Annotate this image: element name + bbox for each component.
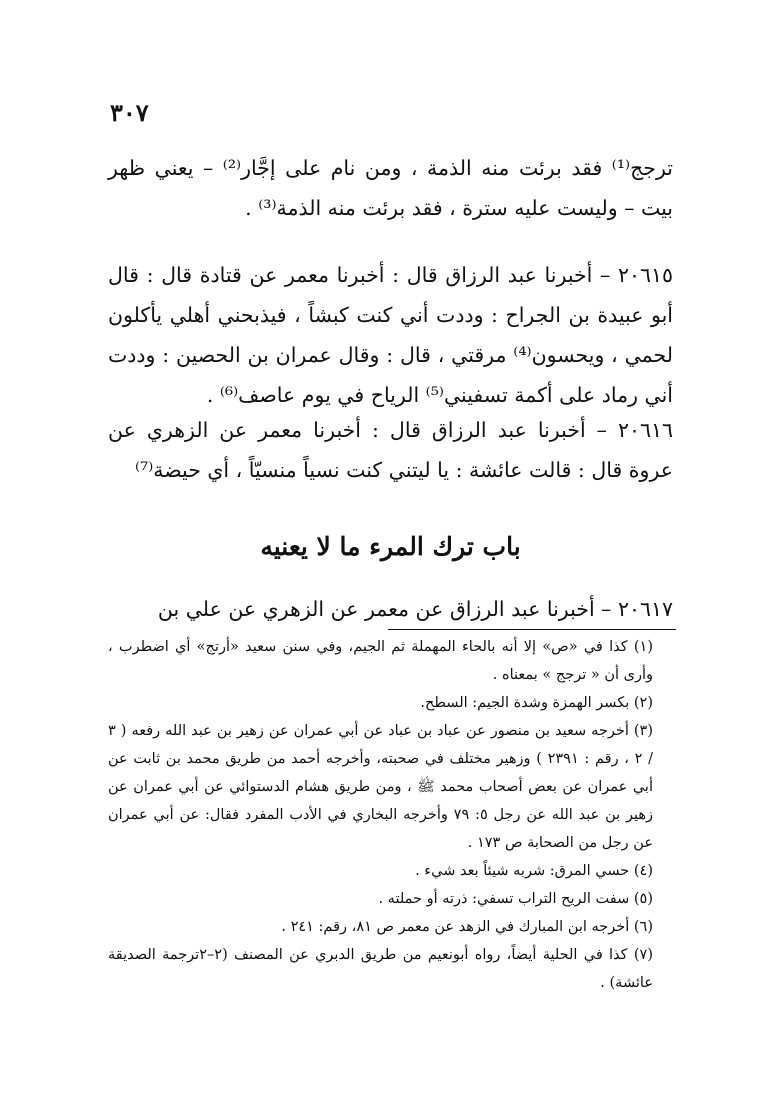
footnote-6: (٦) أخرجه ابن المبارك في الزهد عن معمر ص ٨١، رقم: ٢٤١ . [281, 919, 653, 935]
footnote-1: (١) كذا في «ص» إلا أنه بالحاء المهملة ثم الجيم، وفي سنن سعيد «أرتج» أي اضطرب ، وأرى أن « ترجج » بمعناه . [108, 639, 653, 683]
paragraph-hadith-20617 [108, 590, 673, 628]
paragraph-text: ترجج⁽¹⁾ فقد برئت منه الذمة ، ومن نام على إجَّار⁽²⁾ – يعني ظهر بيت – وليست عليه سترة ، فقد برئت منه الذمة⁽³⁾ . [108, 156, 673, 220]
page-number: ٣٠٧ [110, 98, 149, 127]
footnotes [108, 633, 675, 997]
footnote-5: (٥) سفت الريح التراب تسفي: ذرته أو حملته . [378, 891, 653, 907]
paragraph-hadith-20616 [108, 410, 673, 490]
paragraph-text: ٢٠٦١٧ – أخبرنا عبد الرزاق عن معمر عن الزهري عن علي بن [157, 597, 673, 621]
section-heading: باب ترك المرء ما لا يعنيه [260, 532, 521, 561]
footnote-7: (٧) كذا في الحلية أيضاً، رواه أبونعيم من طريق الدبري عن المصنف (٢–٢ترجمة الصديقة عائشة) . [108, 947, 653, 991]
footnote-4: (٤) حسي المرق: شربه شيئاً بعد شيء . [415, 863, 653, 879]
footnote-3: (٣) أخرجه سعيد بن منصور عن عباد بن عباد عن أبي عمران عن زهير بن عبد الله رفعه ( ٣ / ٢ ، رقم : ٢٣٩١ ) وزهير مختلف في صحبته، وأخرجه أحمد من طريق محمد بن ثابت عن أبي عمران عن بعض أصحاب محمد ﷺ ، ومن طريق هشام الدستوائي عن أبي عمران عن زهير بن عبد الله عن رجل ٥: ٧٩ وأخرجه البخاري في الأدب المفرد فقال: عن أبي عمران عن رجل من الصحابة ص ١٧٣ . [108, 723, 653, 851]
paragraph-continuation [108, 148, 673, 228]
footnote-divider [388, 629, 676, 630]
paragraph-hadith-20615 [108, 255, 673, 415]
paragraph-text: ٢٠٦١٥ – أخبرنا عبد الرزاق قال : أخبرنا معمر عن قتادة قال : قال أبو عبيدة بن الجراح : وددت أني كنت كبشاً ، فيذبحني أهلي يأكلون لحمي ، ويحسون⁽⁴⁾ مرقتي ، قال : وقال عمران بن الحصين : وددت أني رماد على أكمة تسفيني⁽⁵⁾ الرياح في يوم عاصف⁽⁶⁾ . [108, 263, 673, 407]
paragraph-text: ٢٠٦١٦ – أخبرنا عبد الرزاق قال : أخبرنا معمر عن الزهري عن عروة قال : قالت عائشة : يا ليتني كنت نسياً منسيّاً ، أي حيضة⁽⁷⁾ [108, 418, 673, 482]
footnote-2: (٢) بكسر الهمزة وشدة الجيم: السطح. [420, 695, 653, 711]
